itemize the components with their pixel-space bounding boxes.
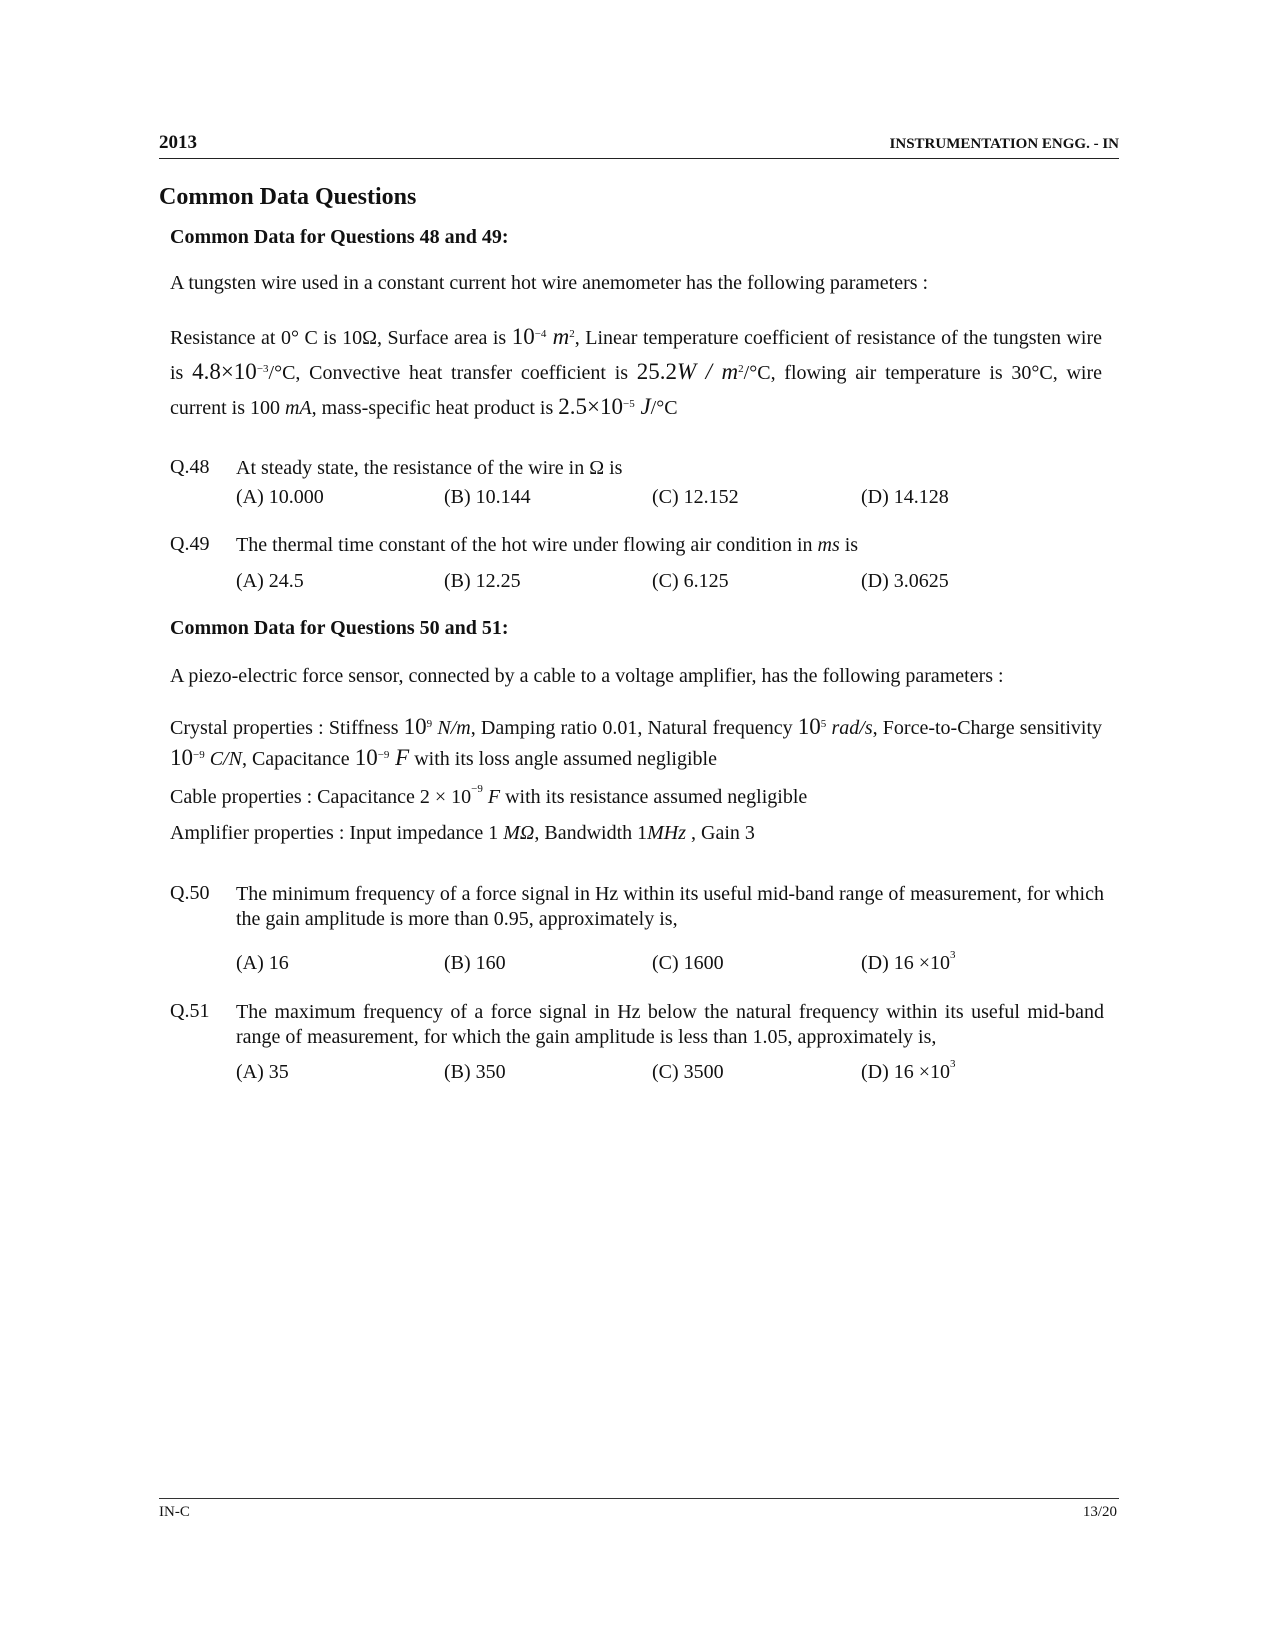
footer-page-number: 13/20 [1082, 1504, 1117, 1520]
q48-option-a: (A) 10.000 [236, 486, 324, 508]
q49-option-c: (C) 6.125 [652, 570, 729, 592]
q49-option-a: (A) 24.5 [236, 570, 304, 592]
q48-option-c: (C) 12.152 [652, 486, 739, 508]
q51-option-b: (B) 350 [444, 1061, 506, 1083]
common-data-intro-50-51: A piezo-electric force sensor, connected by a cable to a voltage amplifier, has the following parameters : [170, 665, 1004, 687]
param-text-5: , mass-specific heat product is [311, 397, 554, 419]
q51-option-d: (D) $16 \times 10^3$ [861, 1058, 956, 1083]
q50-option-c: (C) 1600 [652, 952, 724, 974]
param-text-3: /°C, Convective heat transfer coefficient is [268, 362, 629, 384]
question-text-48: At steady state, the resistance of the wire in Ω is [236, 457, 623, 479]
question-text-50: The minimum frequency of a force signal in Hz within its useful mid-band range of measurement, for which the gain amplitude is more than 0.95, approximately is, [236, 883, 1104, 930]
h-value: $25.2W / m^2$ [636, 359, 744, 384]
common-data-heading-48-49: Common Data for Questions 48 and 49: [170, 226, 509, 248]
question-text-51: The maximum frequency of a force signal in Hz below the natural frequency within its useful mid-band range of measurement, for which the gain amplitude is less than 1.05, approximately is, [236, 1001, 1104, 1048]
sensitivity-value: $10^{-9}$ [170, 745, 205, 770]
header-year: 2013 [159, 132, 197, 153]
current-unit: mA [284, 397, 312, 419]
q51-option-a: (A) 35 [236, 1061, 289, 1083]
header-rule [159, 158, 1119, 159]
capacitance-value: $10^{-9}$ F [354, 745, 410, 770]
q49-option-b: (B) 12.25 [444, 570, 521, 592]
question-text-49: The thermal time constant of the hot wire under flowing air condition in ms is [236, 534, 859, 556]
question-number-48: Q.48 [170, 456, 210, 478]
param-text-4: /°C, flowing air temperature is 30°C, wire current is 100 [170, 362, 1102, 419]
alpha-value: $4.8\times 10^{-3}$ [192, 359, 269, 384]
param-text-6: /°C [650, 397, 678, 419]
question-number-50: Q.50 [170, 882, 210, 904]
common-data-parameters-48-49 [170, 320, 1102, 425]
q49-option-d: (D) 3.0625 [861, 570, 949, 592]
cable-properties: Cable properties : Capacitance $2 \times 10^{-9}$ F with its resistance assumed negligible [170, 783, 808, 808]
q48-option-d: (D) 14.128 [861, 486, 949, 508]
param-text-2: , Linear temperature coefficient of resistance of the tungsten wire is [170, 327, 1102, 384]
common-data-intro-48-49: A tungsten wire used in a constant current hot wire anemometer has the following parameters : [170, 272, 929, 294]
footer-paper-code: IN-C [159, 1504, 190, 1520]
heat-product-value: $2.5\times 10^{-5}$ J [558, 394, 651, 419]
section-title: Common Data Questions [159, 184, 417, 210]
question-number-51: Q.51 [170, 1000, 210, 1022]
q50-option-d: (D) $16 \times 10^3$ [861, 949, 956, 974]
common-data-heading-50-51: Common Data for Questions 50 and 51: [170, 617, 509, 639]
q50-option-b: (B) 160 [444, 952, 506, 974]
stiffness-value: $10^9$ [403, 714, 433, 739]
q48-option-b: (B) 10.144 [444, 486, 531, 508]
crystal-properties: Crystal properties : Stiffness $10^9$ N/m, Damping ratio 0.01, Natural frequency $10^5$ rad/s, Force-to-Charge sensitivity $10^{-9}$ C/N, Capacitance $10^{-9}$ F with its loss angle assumed negligible [170, 714, 1103, 770]
q51-option-c: (C) 3500 [652, 1061, 724, 1083]
q50-option-a: (A) 16 [236, 952, 289, 974]
area-value: $10^{-4}$ $m^2$ [511, 324, 575, 349]
param-text-1: Resistance at 0° C is 10Ω, Surface area is [170, 327, 507, 349]
footer-rule [159, 1498, 1119, 1499]
question-number-49: Q.49 [170, 533, 210, 555]
natural-frequency-value: $10^5$ [797, 714, 827, 739]
header-subject: INSTRUMENTATION ENGG. - IN [889, 136, 1119, 152]
amplifier-properties: Amplifier properties : Input impedance 1 MΩ, Bandwidth 1MHz , Gain 3 [170, 822, 755, 844]
